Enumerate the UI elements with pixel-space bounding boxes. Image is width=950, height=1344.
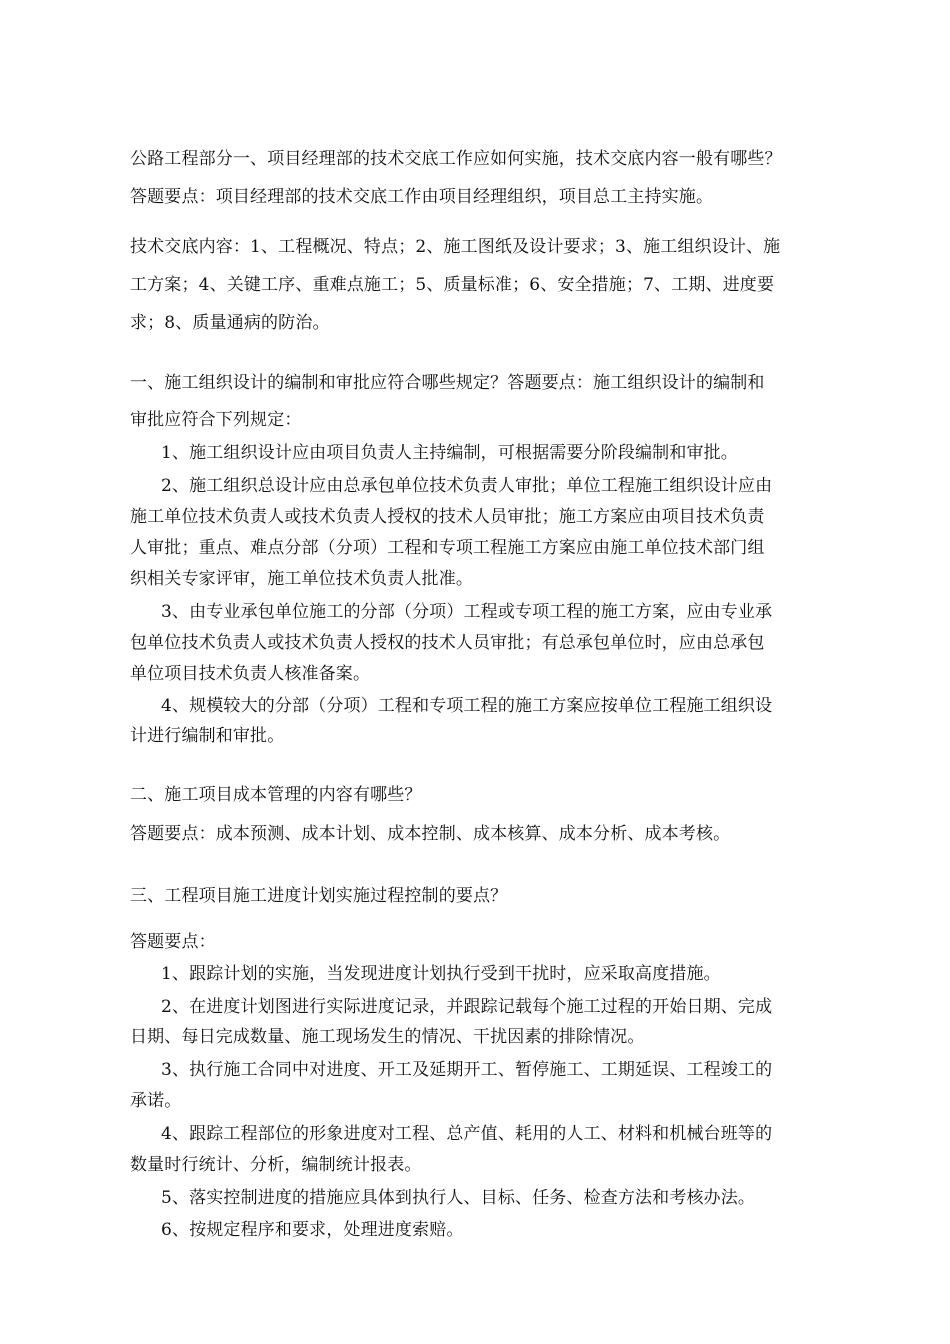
section-one-line: 审批应符合下列规定：: [130, 410, 302, 430]
section-three-heading: 三、工程项目施工进度计划实施过程控制的要点？: [130, 886, 508, 906]
section-three-item-1: 1、跟踪计划的实施，当发现进度计划执行受到干扰时，应采取高度措施。: [161, 964, 721, 984]
section-three-item-6: 6、按规定程序和要求，处理进度索赔。: [161, 1220, 464, 1240]
section-three-answer-label: 答题要点：: [130, 932, 216, 952]
section-three-line: 日期、每日完成数量、施工现场发生的情况、干扰因素的排除情况。: [130, 1027, 645, 1047]
section-three-line: 承诺。: [130, 1091, 182, 1111]
section-two-answer: 答题要点：成本预测、成本计划、成本控制、成本核算、成本分析、成本考核。: [130, 824, 731, 844]
intro-answer: 答题要点：项目经理部的技术交底工作由项目经理组织，项目总工主持实施。: [130, 187, 714, 207]
section-one-line: 包单位技术负责人或技术负责人授权的技术人员审批；有总承包单位时，应由总承包: [130, 633, 765, 653]
section-one-line: 织相关专家评审，施工单位技术负责人批准。: [130, 569, 473, 589]
section-two-heading: 二、施工项目成本管理的内容有哪些？: [130, 785, 422, 805]
section-one-line: 单位项目技术负责人核准备案。: [130, 664, 371, 684]
section-one-item-3: 3、由专业承包单位施工的分部（分项）工程或专项工程的施工方案，应由专业承: [161, 602, 773, 622]
intro-content-line: 工方案；4、关键工序、重难点施工；5、质量标准；6、安全措施；7、工期、进度要: [130, 275, 775, 295]
intro-content-line: 技术交底内容：1、工程概况、特点；2、施工图纸及设计要求；3、施工组织设计、施: [130, 237, 781, 257]
section-one-line: 施工单位技术负责人或技术负责人授权的技术人员审批；施工方案应由项目技术负责: [130, 507, 765, 527]
section-one-line: 人审批；重点、难点分部（分项）工程和专项工程施工方案应由施工单位技术部门组: [130, 538, 765, 558]
intro-content-line: 求；8、质量通病的防治。: [130, 313, 330, 333]
section-one-heading: 一、施工组织设计的编制和审批应符合哪些规定？答题要点：施工组织设计的编制和: [130, 373, 765, 393]
section-one-item-2: 2、施工组织总设计应由总承包单位技术负责人审批；单位工程施工组织设计应由: [161, 476, 773, 496]
section-three-item-4: 4、跟踪工程部位的形象进度对工程、总产值、耗用的人工、材料和机械台班等的: [161, 1124, 773, 1144]
section-one-item-1: 1、施工组织设计应由项目负责人主持编制，可根据需要分阶段编制和审批。: [161, 443, 738, 463]
section-one-line: 计进行编制和审批。: [130, 726, 285, 746]
section-three-item-2: 2、在进度计划图进行实际进度记录，并跟踪记载每个施工过程的开始日期、完成: [161, 997, 773, 1017]
intro-question: 公路工程部分一、项目经理部的技术交底工作应如何实施，技术交底内容一般有哪些？: [130, 149, 782, 169]
section-three-item-5: 5、落实控制进度的措施应具体到执行人、目标、任务、检查方法和考核办法。: [161, 1188, 756, 1208]
section-three-line: 数量时行统计、分析，编制统计报表。: [130, 1155, 422, 1175]
section-three-item-3: 3、执行施工合同中对进度、开工及延期开工、暂停施工、工期延误、工程竣工的: [161, 1060, 773, 1080]
section-one-item-4: 4、规模较大的分部（分项）工程和专项工程的施工方案应按单位工程施工组织设: [161, 696, 773, 716]
